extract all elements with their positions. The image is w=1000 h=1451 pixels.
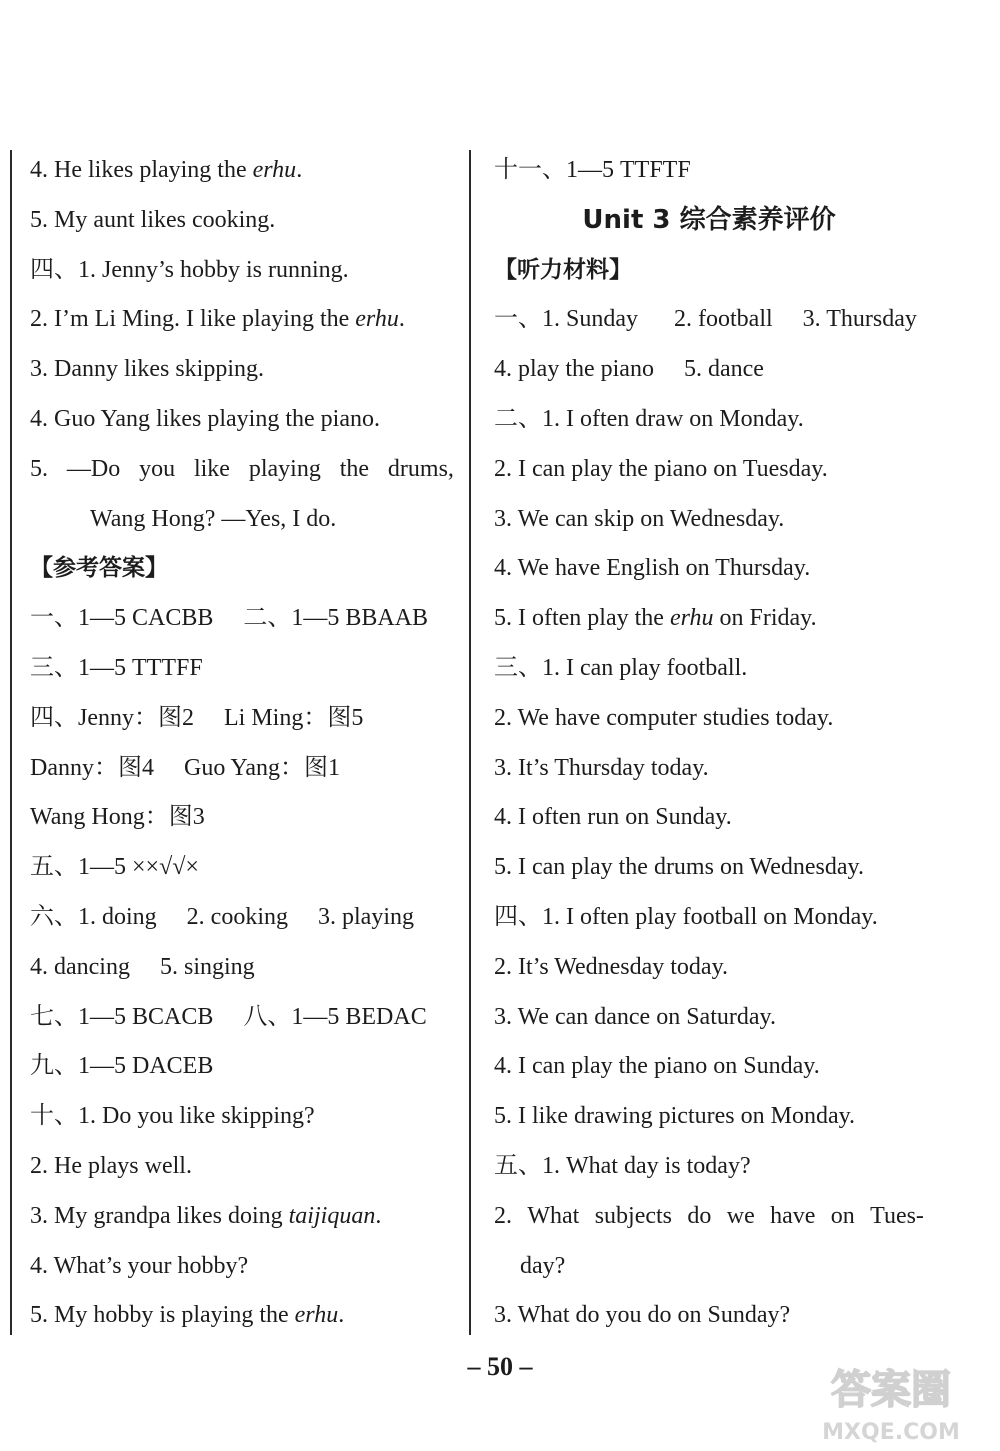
answer-line: 4. dancing 5. singing: [30, 953, 255, 980]
section-heading-listening: 【听力材料】: [494, 256, 632, 283]
answer-line: 五、1—5 ××√√×: [30, 854, 199, 881]
left-column-rule: [10, 150, 12, 1335]
text-line: 4. We have English on Thursday.: [494, 555, 811, 582]
text-line: 2. I can play the piano on Tuesday.: [494, 455, 828, 482]
page-number: – 50 –: [467, 1352, 533, 1381]
text-line: 5. I can play the drums on Wednesday.: [494, 854, 864, 881]
text-line-justified: 5. —Do you like playing the drums,: [30, 455, 454, 482]
center-column-rule: [469, 150, 471, 1335]
answer-line: Wang Hong：图3: [30, 804, 205, 831]
answer-line: 六、1. doing 2. cooking 3. playing: [30, 903, 414, 930]
text-line: 五、1. What day is today?: [494, 1152, 751, 1179]
answer-line: 4. What’s your hobby?: [30, 1252, 249, 1279]
answer-line: 四、Jenny：图2 Li Ming：图5: [30, 704, 364, 731]
unit-title: Unit 3 综合素养评价: [582, 204, 836, 235]
text-line: 3. We can dance on Saturday.: [494, 1003, 776, 1030]
watermark-text: MXQE.COM: [822, 1420, 960, 1445]
text-line: 2. We have computer studies today.: [494, 704, 834, 731]
text-line: 3. It’s Thursday today.: [494, 754, 709, 781]
answer-line: 七、1—5 BCACB 八、1—5 BEDAC: [30, 1003, 427, 1030]
text-line: day?: [520, 1252, 566, 1279]
answer-line: 十、1. Do you like skipping?: [30, 1103, 315, 1130]
text-line: Wang Hong? —Yes, I do.: [90, 505, 337, 532]
text-line: 2. I’m Li Ming. I like playing the erhu.: [30, 306, 405, 333]
watermark: [796, 1357, 986, 1445]
svg-text:答案圈: 答案圈: [831, 1367, 951, 1413]
left-column: [30, 146, 454, 1341]
text-line: 4. I often run on Sunday.: [494, 804, 732, 831]
answer-line: 九、1—5 DACEB: [30, 1053, 214, 1080]
text-line: 4. I can play the piano on Sunday.: [494, 1053, 820, 1080]
text-line: 一、1. Sunday 2. football 3. Thursday: [494, 306, 917, 333]
answer-line: 一、1—5 CACBB 二、1—5 BBAAB: [30, 605, 429, 632]
text-line: 四、1. I often play football on Monday.: [494, 903, 878, 930]
text-line: 5. My aunt likes cooking.: [30, 206, 276, 233]
text-line: 4. He likes playing the erhu.: [30, 157, 303, 183]
answer-line: 5. My hobby is playing the erhu.: [30, 1302, 345, 1329]
watermark-logo-icon: [796, 1357, 986, 1417]
text-line-justified: 2. What subjects do we have on Tues-: [494, 1202, 924, 1229]
text-line: 三、1. I can play football.: [494, 654, 748, 681]
answer-line: 3. My grandpa likes doing taijiquan.: [30, 1202, 382, 1229]
text-line: 4. Guo Yang likes playing the piano.: [30, 405, 380, 432]
right-column: [494, 146, 924, 1341]
text-line: 四、1. Jenny’s hobby is running.: [30, 256, 349, 283]
answer-line: 三、1—5 TTTFF: [30, 654, 203, 681]
text-line: 5. I like drawing pictures on Monday.: [494, 1103, 856, 1130]
text-line: 3. What do you do on Sunday?: [494, 1302, 791, 1329]
text-line: 3. We can skip on Wednesday.: [494, 505, 785, 532]
answer-line: 十一、1—5 TTFTF: [494, 157, 691, 183]
text-line: 3. Danny likes skipping.: [30, 356, 264, 383]
text-line: 二、1. I often draw on Monday.: [494, 405, 804, 432]
answer-line: 2. He plays well.: [30, 1152, 192, 1179]
section-heading-answers: 【参考答案】: [30, 555, 168, 582]
text-line: 4. play the piano 5. dance: [494, 356, 764, 383]
text-line: 2. It’s Wednesday today.: [494, 953, 729, 980]
text-line: 5. I often play the erhu on Friday.: [494, 605, 817, 632]
answer-line: Danny：图4 Guo Yang：图1: [30, 754, 341, 781]
